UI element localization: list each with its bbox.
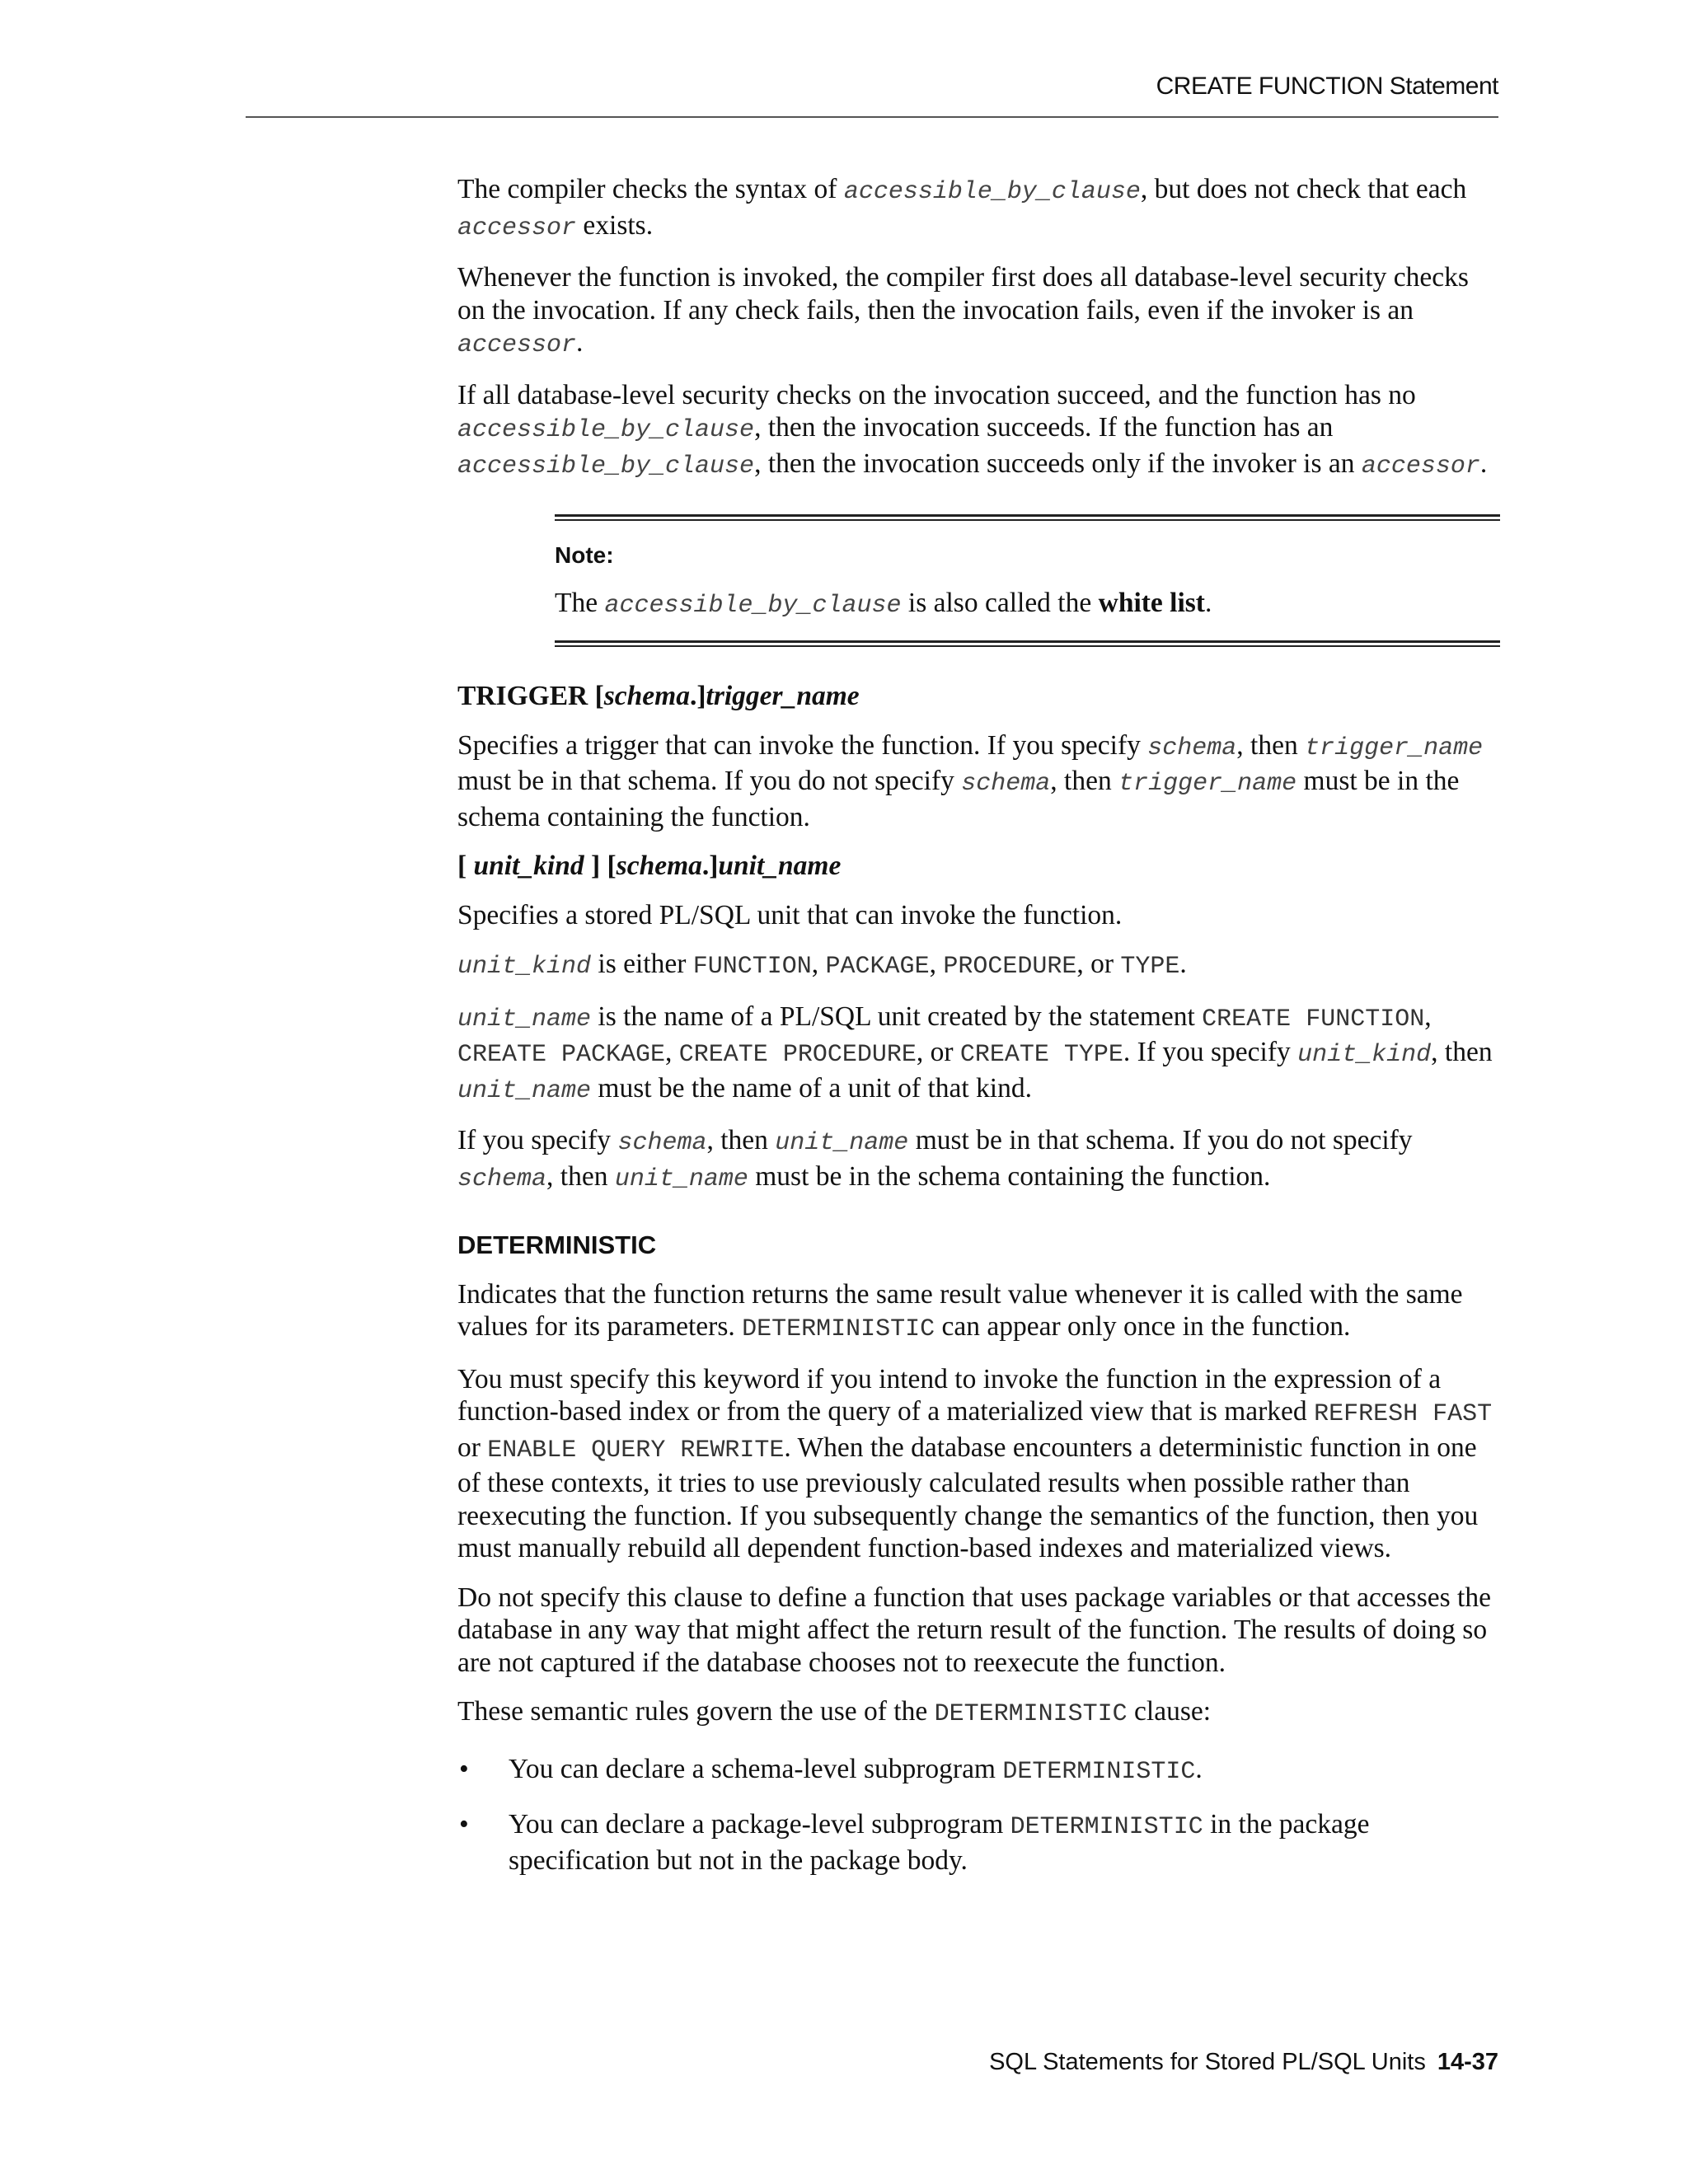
note-label: Note:: [555, 542, 614, 568]
bullet-icon: •: [459, 1753, 469, 1784]
keyword: ENABLE QUERY REWRITE: [487, 1436, 785, 1465]
code-term: unit_name: [457, 1005, 592, 1033]
paragraph-unit-desc: Specifies a stored PL/SQL unit that can invoke the function.: [457, 899, 1123, 930]
code-term: accessible_by_clause: [843, 178, 1141, 206]
code-term: unit_name: [457, 1076, 592, 1105]
paragraph-deterministic-3: Do not specify this clause to define a function that uses package variables or that accesses the database in any way that might affect the return result of the function. The results of doing so are not captured if the database chooses not to reexecute the function.: [457, 1582, 1491, 1678]
text: ,: [929, 949, 944, 979]
list-item: [457, 1808, 1500, 1877]
paragraph-accessible-by-syntax: [457, 173, 1500, 245]
text: , then: [1050, 766, 1119, 796]
paragraph-deterministic-1: [457, 1278, 1500, 1347]
text: .: [1204, 587, 1212, 618]
text: , or: [916, 1037, 960, 1067]
paragraph-trigger: [457, 729, 1500, 834]
text: , then: [1236, 729, 1306, 761]
term-text: .]: [689, 681, 706, 711]
text: or: [457, 1432, 488, 1463]
term-text: TRIGGER [: [457, 681, 604, 711]
text: . When the database encounters a deterministic function in one of these contexts, it tries to use previously calculated results when possible rather than reexecuting the function. If you subsequently change the semantics of the function, then you must manually rebuild all dependent function-based indexes and materialized views.: [457, 1432, 1479, 1563]
text: is either: [591, 949, 693, 979]
paragraph-deterministic-4: [457, 1695, 1500, 1732]
keyword: FUNCTION: [692, 953, 812, 981]
text: exists.: [576, 209, 654, 241]
text: If you specify: [457, 1125, 618, 1155]
keyword: DETERMINISTIC: [742, 1315, 935, 1343]
text: You can declare a package-level subprogram: [509, 1809, 1010, 1840]
text: , then: [546, 1160, 615, 1192]
code-term: accessible_by_clause: [457, 452, 755, 480]
note-text: [555, 587, 1500, 623]
keyword: DETERMINISTIC: [1010, 1813, 1203, 1841]
text: ,: [665, 1037, 679, 1067]
keyword: PROCEDURE: [943, 953, 1077, 981]
term-italic: schema: [616, 851, 702, 881]
header-rule: [246, 116, 1498, 118]
term-text: ] [: [584, 851, 617, 881]
code-term: accessible_by_clause: [604, 591, 902, 620]
keyword: CREATE PACKAGE: [457, 1041, 666, 1069]
text: must be in the schema containing the function.: [748, 1160, 1271, 1192]
text: . If you specify: [1123, 1037, 1298, 1067]
code-term: accessible_by_clause: [457, 416, 755, 444]
note-bottom-rule: [555, 640, 1500, 647]
code-term: unit_name: [775, 1129, 909, 1157]
code-term: trigger_name: [1305, 733, 1484, 762]
text: These semantic rules govern the use of the: [457, 1696, 935, 1727]
code-term: accessor: [1361, 452, 1480, 480]
page-number: 14-37: [1437, 2049, 1498, 2075]
text: You must specify this keyword if you intend to invoke the function in the expression of a function-based index or from the query of a materialized view that is marked: [457, 1363, 1442, 1427]
text: .: [1195, 1753, 1203, 1784]
section-heading-deterministic: DETERMINISTIC: [457, 1230, 657, 1259]
rules-list: [457, 1753, 1500, 1877]
keyword: DETERMINISTIC: [1002, 1757, 1196, 1786]
text: can appear only once in the function.: [935, 1311, 1351, 1342]
text: must be in that schema. If you do not specify: [457, 766, 962, 796]
paragraph-unit-name: [457, 1001, 1500, 1108]
term-text: [: [457, 851, 474, 881]
keyword: PACKAGE: [825, 953, 930, 981]
text: , then: [1431, 1037, 1493, 1067]
text: must be in that schema. If you do not specify: [908, 1125, 1413, 1155]
text: must be in the schema containing the function.: [457, 766, 1460, 832]
text: , but does not check that each: [1140, 174, 1467, 204]
term-italic: unit_name: [718, 851, 842, 881]
note-top-rule: [555, 514, 1500, 521]
keyword: DETERMINISTIC: [934, 1700, 1128, 1728]
text: in the package specification but not in the package body.: [509, 1809, 1370, 1876]
term-text: .]: [701, 851, 719, 881]
text: The compiler checks the syntax of: [457, 174, 844, 204]
text: , then: [706, 1125, 776, 1155]
page-body: [457, 173, 1500, 1896]
keyword: REFRESH FAST: [1314, 1400, 1493, 1428]
list-item: [457, 1753, 1500, 1789]
text: , then the invocation succeeds only if the invoker is an: [754, 448, 1362, 479]
text: , then the invocation succeeds. If the function has an: [754, 412, 1334, 443]
term-italic: unit_kind: [473, 851, 584, 881]
code-term: trigger_name: [1118, 770, 1297, 798]
text: ,: [1424, 1001, 1432, 1032]
code-term: schema: [1147, 733, 1237, 762]
paragraph-unit-kind: [457, 948, 1500, 984]
bullet-icon: •: [459, 1809, 469, 1840]
keyword: TYPE: [1120, 953, 1180, 981]
text: Specifies a trigger that can invoke the function. If you specify: [457, 729, 1148, 761]
text: ,: [811, 949, 826, 979]
running-footer: [989, 2049, 1498, 2076]
code-term: unit_kind: [1297, 1041, 1432, 1069]
text: .: [1479, 448, 1488, 479]
term-italic: trigger_name: [706, 681, 860, 711]
text: must be the name of a unit of that kind.: [591, 1072, 1032, 1104]
code-term: unit_kind: [457, 953, 592, 981]
code-term: accessor: [457, 213, 577, 242]
code-term: unit_name: [614, 1165, 748, 1193]
footer-title: SQL Statements for Stored PL/SQL Units: [989, 2049, 1426, 2075]
paragraph-unit-schema: [457, 1124, 1500, 1196]
term-italic: schema: [603, 681, 690, 711]
text: Whenever the function is invoked, the compiler first does all database-level security checks on the invocation. If any check fails, then the invocation fails, even if the invoker is an: [457, 262, 1469, 326]
text: You can declare a schema-level subprogram: [509, 1753, 1003, 1784]
text: .: [1179, 949, 1187, 979]
term-trigger: [457, 680, 1500, 713]
note-box: [555, 514, 1500, 647]
text: is also called the: [901, 587, 1099, 618]
text: The: [555, 587, 605, 618]
code-term: accessor: [457, 331, 577, 359]
text: is the name of a PL/SQL unit created by the statement: [591, 1001, 1203, 1032]
paragraph-deterministic-2: [457, 1363, 1500, 1565]
text: , or: [1076, 949, 1121, 979]
paragraph-invocation-succeeds: [457, 379, 1500, 484]
bold-term: white list: [1098, 587, 1205, 618]
keyword: CREATE TYPE: [959, 1041, 1123, 1069]
text: If all database-level security checks on the invocation succeed, and the function has no: [457, 379, 1416, 410]
text: Indicates that the function returns the same result value whenever it is called with the same values for its parameters.: [457, 1278, 1463, 1342]
code-term: schema: [961, 770, 1051, 798]
text: .: [576, 327, 584, 358]
term-unit: [457, 850, 1500, 883]
keyword: CREATE FUNCTION: [1202, 1005, 1425, 1033]
text: clause:: [1127, 1696, 1212, 1727]
running-header: CREATE FUNCTION Statement: [1156, 73, 1498, 100]
paragraph-invocation-checks: [457, 261, 1500, 363]
code-term: schema: [617, 1129, 707, 1157]
code-term: schema: [457, 1165, 547, 1193]
keyword: CREATE PROCEDURE: [678, 1041, 917, 1069]
